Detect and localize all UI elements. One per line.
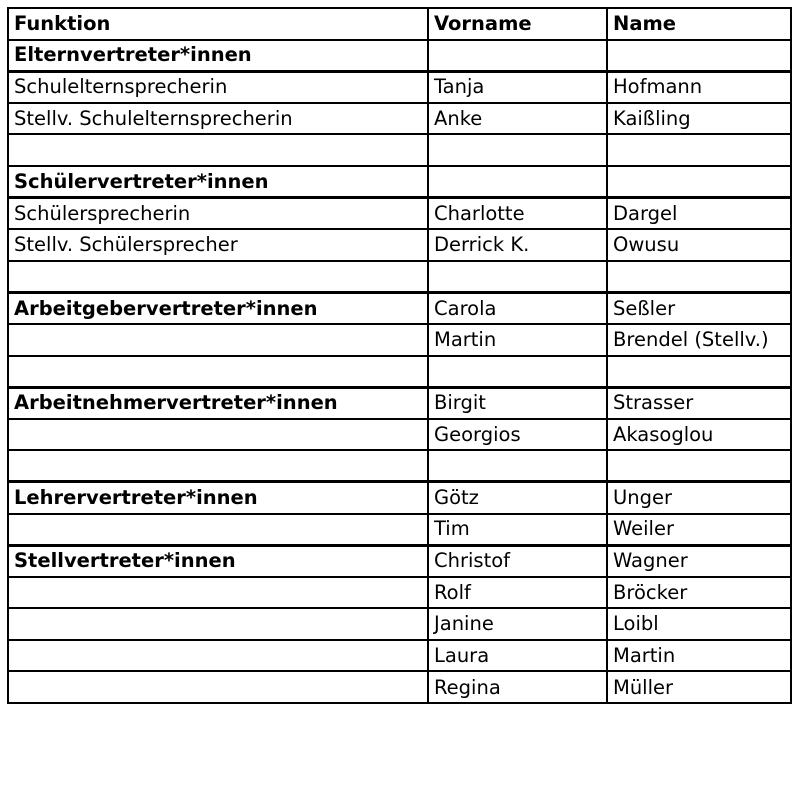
table-row [8, 608, 791, 640]
table-row [8, 514, 791, 546]
cell-name [607, 450, 791, 482]
cell-name: Martin [607, 640, 791, 672]
cell-name: Loibl [607, 608, 791, 640]
cell-funktion [8, 671, 428, 703]
cell-name: Strasser [607, 387, 791, 419]
roster-table [7, 7, 792, 704]
table-row [8, 324, 791, 356]
cell-vorname: Derrick K. [428, 229, 607, 261]
table-row [8, 387, 791, 419]
cell-vorname: Birgit [428, 387, 607, 419]
cell-name: Hofmann [607, 71, 791, 103]
cell-name: Brendel (Stellv.) [607, 324, 791, 356]
table-row [8, 261, 791, 293]
header-name: Name [607, 8, 791, 40]
cell-vorname: Anke [428, 103, 607, 135]
cell-funktion: Schulelternsprecherin [8, 71, 428, 103]
table-row [8, 671, 791, 703]
cell-name: Kaißling [607, 103, 791, 135]
cell-name [607, 261, 791, 293]
header-row [8, 8, 791, 40]
table-row [8, 292, 791, 324]
cell-name: Unger [607, 482, 791, 514]
table-row [8, 134, 791, 166]
cell-funktion: Elternvertreter*innen [8, 40, 428, 72]
cell-vorname: Charlotte [428, 198, 607, 230]
cell-funktion [8, 324, 428, 356]
cell-name: Bröcker [607, 577, 791, 609]
table-row [8, 103, 791, 135]
cell-name [607, 134, 791, 166]
table-row [8, 356, 791, 388]
cell-name [607, 166, 791, 198]
table-row [8, 545, 791, 577]
cell-name: Dargel [607, 198, 791, 230]
table-row [8, 71, 791, 103]
cell-funktion: Stellv. Schülersprecher [8, 229, 428, 261]
cell-funktion: Schülervertreter*innen [8, 166, 428, 198]
table-row [8, 482, 791, 514]
cell-funktion: Stellv. Schulelternsprecherin [8, 103, 428, 135]
cell-funktion [8, 514, 428, 546]
cell-name [607, 356, 791, 388]
header-funktion: Funktion [8, 8, 428, 40]
cell-vorname: Tanja [428, 71, 607, 103]
cell-vorname: Christof [428, 545, 607, 577]
table-row [8, 450, 791, 482]
cell-vorname: Götz [428, 482, 607, 514]
cell-funktion [8, 640, 428, 672]
table-row [8, 198, 791, 230]
cell-name [607, 40, 791, 72]
cell-vorname: Carola [428, 292, 607, 324]
cell-vorname [428, 134, 607, 166]
cell-vorname: Rolf [428, 577, 607, 609]
table-row [8, 577, 791, 609]
cell-name: Akasoglou [607, 419, 791, 451]
cell-name: Seßler [607, 292, 791, 324]
cell-vorname [428, 356, 607, 388]
cell-funktion: Lehrervertreter*innen [8, 482, 428, 514]
cell-funktion: Arbeitnehmervertreter*innen [8, 387, 428, 419]
cell-vorname: Janine [428, 608, 607, 640]
table-row [8, 40, 791, 72]
cell-funktion [8, 419, 428, 451]
table-row [8, 419, 791, 451]
cell-funktion [8, 356, 428, 388]
cell-name: Müller [607, 671, 791, 703]
cell-vorname: Tim [428, 514, 607, 546]
cell-name: Owusu [607, 229, 791, 261]
cell-funktion [8, 577, 428, 609]
cell-funktion: Arbeitgebervertreter*innen [8, 292, 428, 324]
cell-funktion [8, 608, 428, 640]
cell-vorname [428, 40, 607, 72]
header-vorname: Vorname [428, 8, 607, 40]
cell-vorname: Laura [428, 640, 607, 672]
cell-vorname: Regina [428, 671, 607, 703]
cell-funktion: Stellvertreter*innen [8, 545, 428, 577]
cell-funktion [8, 450, 428, 482]
table-row [8, 640, 791, 672]
cell-name: Wagner [607, 545, 791, 577]
cell-vorname [428, 261, 607, 293]
cell-funktion: Schülersprecherin [8, 198, 428, 230]
cell-vorname [428, 450, 607, 482]
table-row [8, 166, 791, 198]
cell-vorname [428, 166, 607, 198]
cell-funktion [8, 134, 428, 166]
table-row [8, 229, 791, 261]
cell-name: Weiler [607, 514, 791, 546]
cell-vorname: Martin [428, 324, 607, 356]
cell-funktion [8, 261, 428, 293]
cell-vorname: Georgios [428, 419, 607, 451]
